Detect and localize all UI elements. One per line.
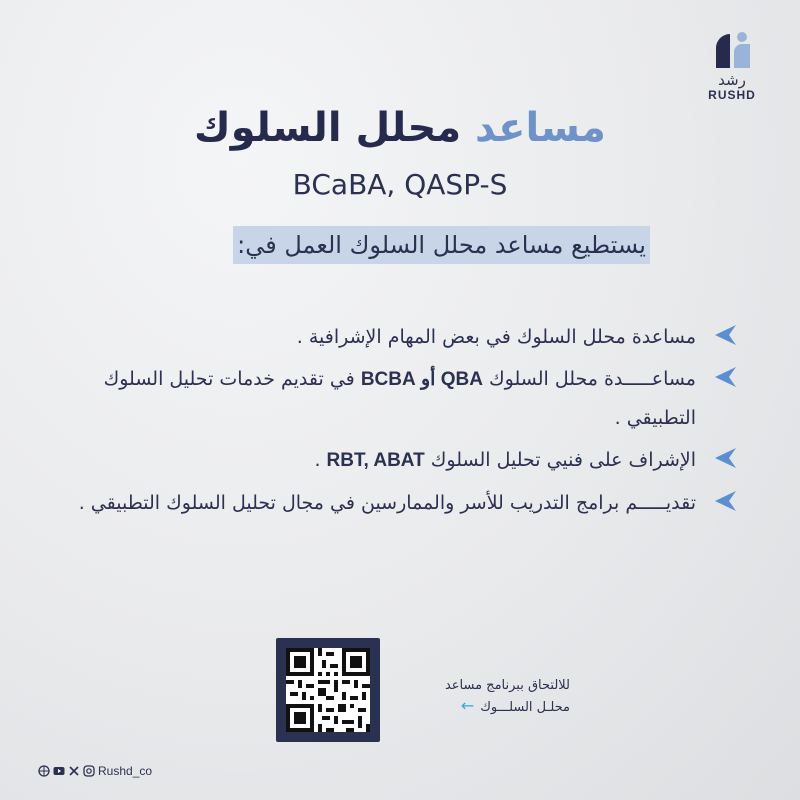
bullet-text: مساعـــــدة محلل السلوك xyxy=(482,368,696,390)
rushd-logo-mark-icon xyxy=(712,30,752,70)
logo-arabic-text: رشد xyxy=(718,71,746,89)
chevron-arrow-icon xyxy=(712,445,738,471)
lead-text: يستطيع مساعد محلل السلوك العمل في: xyxy=(233,226,650,264)
bullet-text: . xyxy=(314,449,327,471)
social-bar xyxy=(38,764,152,778)
chevron-arrow-icon xyxy=(712,364,738,390)
social-handle[interactable]: Rushd_co xyxy=(98,764,153,778)
list-item xyxy=(68,484,738,522)
qr-icon xyxy=(286,648,370,732)
globe-icon[interactable] xyxy=(38,765,50,777)
x-icon[interactable] xyxy=(68,765,80,777)
cta-text xyxy=(400,676,570,718)
chevron-arrow-icon xyxy=(712,488,738,514)
page-title xyxy=(0,100,800,156)
bullet-list xyxy=(68,318,738,526)
bullet-text: مساعدة محلل السلوك في بعض المهام الإشرافية . xyxy=(296,326,696,348)
instagram-icon[interactable] xyxy=(83,765,95,777)
qr-code-pattern xyxy=(286,648,370,732)
bullet-text: في تقديم خدمات تحليل السلوك التطبيقي . xyxy=(103,368,696,429)
cta-line-1: للالتحاق ببرنامج مساعد xyxy=(444,678,570,693)
bullet-bold: QBA أو BCBA xyxy=(360,369,483,390)
bullet-bold: RBT, ABAT xyxy=(326,450,425,471)
left-arrow-icon: ← xyxy=(460,696,475,715)
title-main: محلل السلوك xyxy=(194,105,462,151)
chevron-arrow-icon xyxy=(712,322,738,348)
rushd-logo xyxy=(702,30,762,102)
list-item xyxy=(68,318,738,356)
cta-line-2: محلـل السلـــوك xyxy=(480,700,570,715)
qr-code[interactable] xyxy=(276,638,380,742)
bullet-text: الإشراف على فنيي تحليل السلوك xyxy=(424,449,696,471)
bullet-text: تقديـــــم برامج التدريب للأسر والممارسين في مجال تحليل السلوك التطبيقي . xyxy=(78,492,696,514)
subtitle: BCaBA, QASP-S xyxy=(292,168,508,201)
logo-english-text: RUSHD xyxy=(708,88,756,102)
list-item xyxy=(68,441,738,480)
youtube-icon[interactable] xyxy=(53,765,65,777)
list-item xyxy=(68,360,738,437)
title-accent: مساعد xyxy=(475,105,606,151)
